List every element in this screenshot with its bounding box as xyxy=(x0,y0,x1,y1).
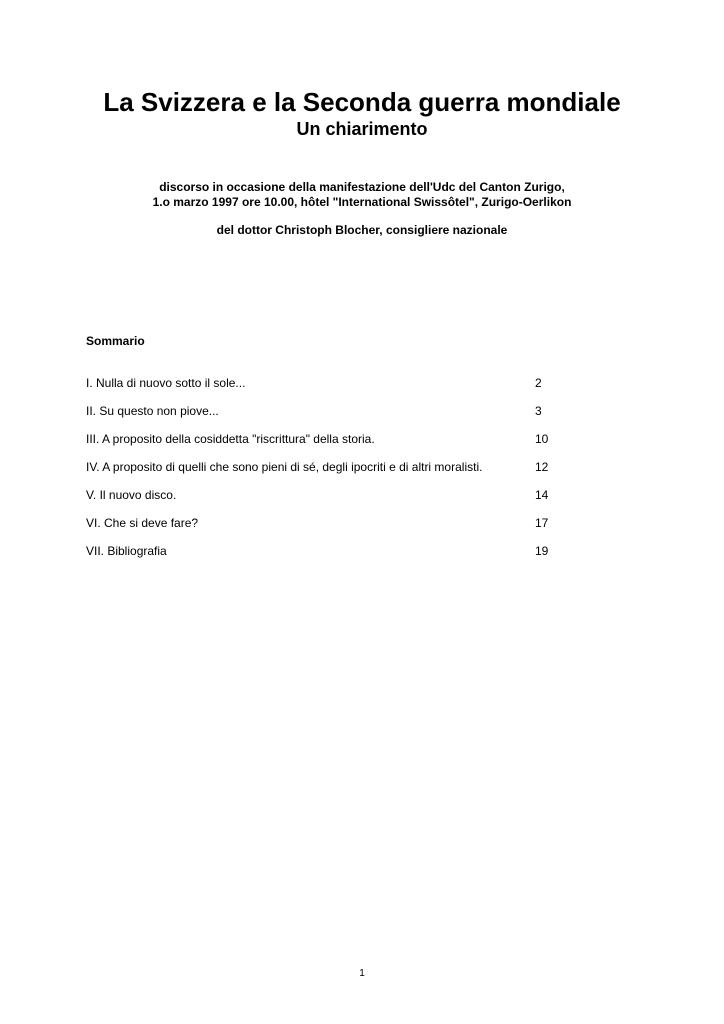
toc-entry-page: 17 xyxy=(535,516,549,530)
document-subtitle: Un chiarimento xyxy=(296,119,428,139)
toc-entry xyxy=(86,376,566,404)
toc-entry-title: IV. A proposito di quelli che sono pieni di sé, degli ipocriti e di altri moralisti. xyxy=(86,460,483,474)
toc-entry-title: VI. Che si deve fare? xyxy=(86,516,199,530)
toc-entry-title: VII. Bibliografia xyxy=(86,544,167,558)
toc-entry-page: 10 xyxy=(535,432,549,446)
toc-entry-page: 19 xyxy=(535,544,549,558)
toc-entry xyxy=(86,460,566,488)
toc-entry-title: II. Su questo non piove... xyxy=(86,404,219,418)
occasion-line-2: 1.o marzo 1997 ore 10.00, hôtel "International Swissôtel", Zurigo-Oerlikon xyxy=(152,195,572,209)
toc-entry-page: 2 xyxy=(535,376,542,390)
toc-entry xyxy=(86,432,566,460)
toc-entry xyxy=(86,516,566,544)
author-line: del dottor Christoph Blocher, consigliere nazionale xyxy=(216,223,508,237)
toc-entry xyxy=(86,404,566,432)
table-of-contents xyxy=(86,376,566,572)
toc-entry-page: 14 xyxy=(535,488,549,502)
toc-entry-page: 12 xyxy=(535,460,549,474)
page-number: 1 xyxy=(359,968,365,979)
toc-entry-title: V. Il nuovo disco. xyxy=(86,488,177,502)
occasion-line-1: discorso in occasione della manifestazione dell'Udc del Canton Zurigo, xyxy=(159,180,565,194)
document-title: La Svizzera e la Seconda guerra mondiale xyxy=(103,87,621,117)
toc-entry-title: III. A proposito della cosiddetta "riscrittura" della storia. xyxy=(86,432,375,446)
toc-entry xyxy=(86,488,566,516)
occasion-text xyxy=(0,180,724,210)
toc-entry-page: 3 xyxy=(535,404,542,418)
toc-entry xyxy=(86,544,566,572)
summary-heading: Sommario xyxy=(86,334,145,348)
toc-entry-title: I. Nulla di nuovo sotto il sole... xyxy=(86,376,246,390)
